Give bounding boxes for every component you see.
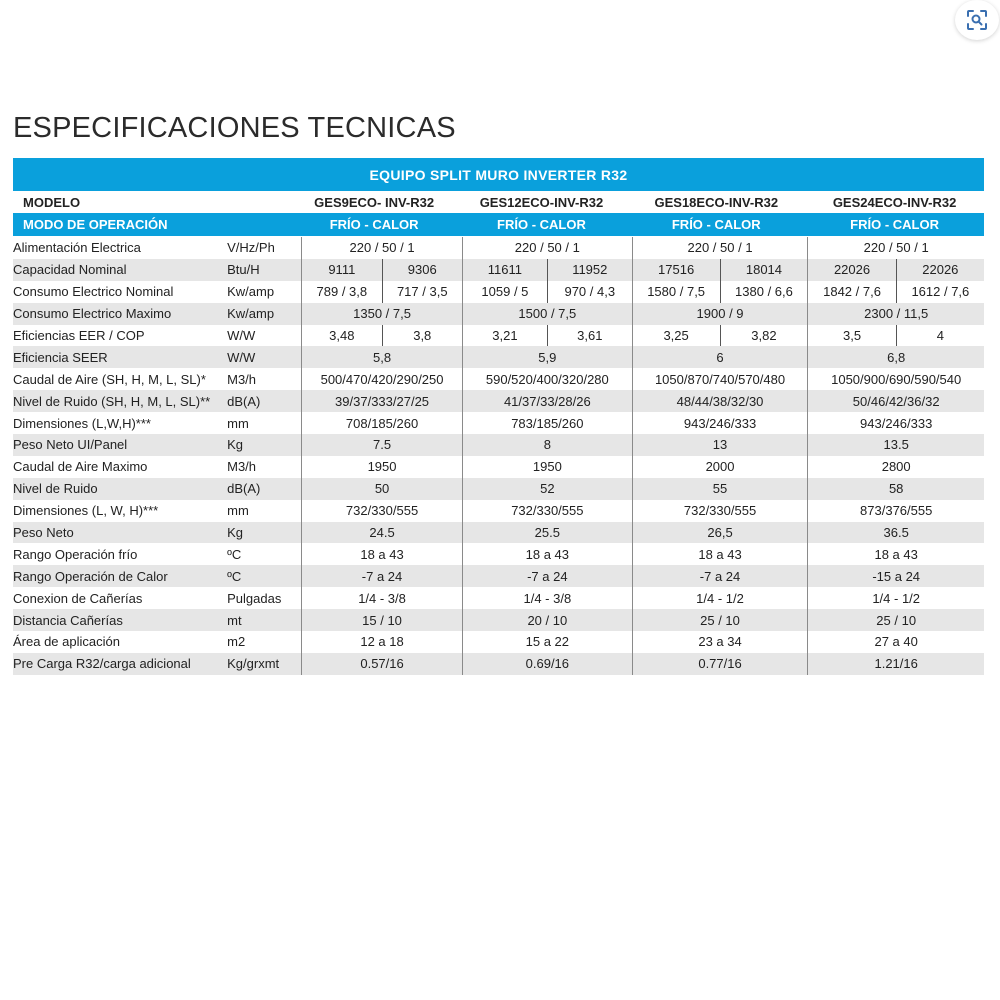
model-name: GES12ECO-INV-R32 [479,194,604,210]
value-cell: 0.77/16 [632,653,808,675]
value-cell: 27 a 40 [807,631,984,653]
row-unit: Btu/H [227,262,260,278]
value-subcell: 789 / 3,8 [316,284,368,300]
value-cell: 7.5 [301,434,462,456]
row-unit: M3/h [227,459,257,475]
value-cell: 8 [462,434,632,456]
value-cell: 52 [462,478,632,500]
table-row [13,609,984,631]
value-cell: 23 a 34 [632,631,808,653]
value-subcell: 22026 [896,259,984,281]
row-unit: Kg [227,525,244,541]
row-label: Pre Carga R32/carga adicional [13,656,191,672]
table-row [13,259,984,281]
value-subcell: 3,5 [842,328,862,343]
value-cell: 6 [632,346,808,368]
value-cell: 13.5 [807,434,984,456]
mode-value: FRÍO - CALOR [671,217,761,232]
table-row [13,346,984,368]
table-row [13,237,984,259]
value-cell: 943/246/333 [807,412,984,434]
value-cell [807,281,984,303]
model-header-row [13,191,984,213]
value-cell: 39/37/333/27/25 [301,390,462,412]
row-label: Eficiencia SEER [13,349,108,365]
value-cell: 1050/900/690/590/540 [807,368,984,390]
row-label: Peso Neto [13,525,74,541]
value-cell: 943/246/333 [632,412,808,434]
value-cell: 1/4 - 3/8 [462,587,632,609]
row-unit: Kw/amp [227,306,275,322]
value-subcell: 3,48 [329,328,355,343]
value-cell: 5,8 [301,346,462,368]
row-unit: ºC [227,546,242,562]
value-cell: 36.5 [807,522,984,544]
value-cell: 18 a 43 [632,543,808,565]
value-cell: 1900 / 9 [632,303,808,325]
value-cell: 15 / 10 [301,609,462,631]
table-row [13,565,984,587]
value-cell: 2300 / 11,5 [807,303,984,325]
lens-icon [965,8,989,32]
value-cell: 732/330/555 [462,500,632,522]
value-cell: 1950 [301,456,462,478]
value-subcell: 717 / 3,5 [382,281,462,303]
row-unit: mm [227,415,249,431]
value-cell: 873/376/555 [807,500,984,522]
value-cell: 220 / 50 / 1 [301,237,462,259]
value-cell: -7 a 24 [462,565,632,587]
row-unit: Kg/grxmt [227,656,280,672]
value-cell: 18 a 43 [301,543,462,565]
mode-label: MODO DE OPERACIÓN [23,217,168,232]
value-subcell: 1380 / 6,6 [720,281,808,303]
row-unit: mm [227,503,249,519]
table-banner: EQUIPO SPLIT MURO INVERTER R32 [13,158,984,191]
value-cell: 1/4 - 1/2 [807,587,984,609]
value-cell: 1350 / 7,5 [301,303,462,325]
value-cell: 220 / 50 / 1 [462,237,632,259]
value-cell: 590/520/400/320/280 [462,368,632,390]
value-cell: -7 a 24 [301,565,462,587]
mode-value: FRÍO - CALOR [850,217,939,232]
value-subcell: 3,25 [663,328,689,343]
value-cell [632,281,808,303]
value-subcell: 22026 [833,262,871,278]
value-subcell: 11611 [487,262,523,278]
value-cell: 0.69/16 [462,653,632,675]
value-cell: 55 [632,478,808,500]
value-cell [301,325,462,347]
value-cell [462,281,632,303]
value-cell [632,325,808,347]
value-cell: 732/330/555 [632,500,808,522]
value-cell: 26,5 [632,522,808,544]
value-cell: 15 a 22 [462,631,632,653]
mode-value: FRÍO - CALOR [329,217,419,232]
row-unit: W/W [227,328,256,343]
value-cell: 783/185/260 [462,412,632,434]
value-cell: 732/330/555 [301,500,462,522]
value-subcell: 3,82 [720,325,808,347]
value-subcell: 11952 [547,259,632,281]
value-cell: 2000 [632,456,808,478]
value-cell: 12 a 18 [301,631,462,653]
table-row [13,434,984,456]
row-label: Alimentación Electrica [13,240,141,256]
value-cell: 58 [807,478,984,500]
value-subcell: 1059 / 5 [481,284,529,300]
row-label: Caudal de Aire Maximo [13,459,148,475]
value-cell: 18 a 43 [807,543,984,565]
row-unit: V/Hz/Ph [227,240,275,256]
value-cell: 1/4 - 3/8 [301,587,462,609]
table-row [13,500,984,522]
value-cell: -15 a 24 [807,565,984,587]
table-row [13,390,984,412]
table-row [13,456,984,478]
row-label: Conexion de Cañerías [13,590,143,606]
value-cell: 0.57/16 [301,653,462,675]
value-cell: 50/46/42/36/32 [807,390,984,412]
model-name: GES9ECO- INV-R32 [314,194,435,210]
value-cell: 220 / 50 / 1 [632,237,808,259]
value-subcell: 3,61 [547,325,632,347]
spec-table-body [13,237,984,675]
image-search-button[interactable] [955,0,999,40]
value-subcell: 18014 [720,259,808,281]
value-cell: 1950 [462,456,632,478]
value-cell: 220 / 50 / 1 [807,237,984,259]
value-cell: 1/4 - 1/2 [632,587,808,609]
value-cell [462,325,632,347]
value-subcell: 1842 / 7,6 [823,284,881,300]
row-unit: Kg [227,437,244,453]
value-cell: 1050/870/740/570/480 [632,368,808,390]
page-title: ESPECIFICACIONES TECNICAS [13,112,456,144]
value-cell: 20 / 10 [462,609,632,631]
value-cell [632,259,808,281]
row-unit: dB(A) [227,481,261,497]
value-cell [301,281,462,303]
value-cell: 48/44/38/32/30 [632,390,808,412]
value-cell [807,325,984,347]
row-label: Dimensiones (L, W, H)*** [13,503,159,519]
row-label: Peso Neto UI/Panel [13,437,128,453]
value-cell: 25 / 10 [807,609,984,631]
table-row [13,522,984,544]
value-cell: 2800 [807,456,984,478]
value-cell: 13 [632,434,808,456]
value-subcell: 9111 [328,262,356,278]
value-subcell: 17516 [658,262,695,278]
table-row [13,412,984,434]
row-unit: ºC [227,568,242,584]
value-cell: 1500 / 7,5 [462,303,632,325]
value-subcell: 9306 [382,259,462,281]
row-label: Área de aplicación [13,634,120,650]
value-subcell: 970 / 4,3 [547,281,632,303]
value-cell [462,259,632,281]
model-name: GES18ECO-INV-R32 [654,194,779,210]
row-label: Consumo Electrico Nominal [13,284,174,300]
value-subcell: 1612 / 7,6 [896,281,984,303]
table-row [13,631,984,653]
value-cell: 708/185/260 [301,412,462,434]
row-label: Dimensiones (L,W,H)*** [13,415,151,431]
value-cell: 5,9 [462,346,632,368]
row-unit: mt [227,612,242,628]
row-unit: W/W [227,349,256,365]
value-cell: -7 a 24 [632,565,808,587]
value-subcell: 3,8 [382,325,462,347]
table-row [13,325,984,347]
row-label: Eficiencias EER / COP [13,328,145,343]
table-row [13,368,984,390]
row-label: Rango Operación de Calor [13,568,168,584]
row-unit: Kw/amp [227,284,275,300]
mode-value: FRÍO - CALOR [497,217,586,232]
row-label: Capacidad Nominal [13,262,127,278]
table-row [13,303,984,325]
value-cell: 24.5 [301,522,462,544]
value-cell: 41/37/33/28/26 [462,390,632,412]
table-row [13,653,984,675]
mode-header-row [13,213,984,236]
table-row [13,281,984,303]
row-label: Distancia Cañerías [13,612,123,628]
model-label: MODELO [23,194,81,210]
value-subcell: 1580 / 7,5 [647,284,706,300]
value-cell: 25 / 10 [632,609,808,631]
table-row [13,543,984,565]
value-cell: 6,8 [807,346,984,368]
row-unit: Pulgadas [227,590,282,606]
value-subcell: 4 [896,325,984,347]
value-cell [807,259,984,281]
row-label: Nivel de Ruido [13,481,98,497]
value-cell [301,259,462,281]
row-label: Nivel de Ruido (SH, H, M, L, SL)** [13,393,211,409]
row-label: Caudal de Aire (SH, H, M, L, SL)* [13,371,206,387]
value-cell: 500/470/420/290/250 [301,368,462,390]
value-cell: 25.5 [462,522,632,544]
row-unit: M3/h [227,371,257,387]
table-row [13,587,984,609]
model-name: GES24ECO-INV-R32 [832,194,957,210]
value-cell: 50 [301,478,462,500]
row-unit: dB(A) [227,393,261,409]
row-label: Rango Operación frío [13,546,138,562]
value-subcell: 3,21 [492,328,518,343]
row-unit: m2 [227,634,246,650]
value-cell: 1.21/16 [807,653,984,675]
row-label: Consumo Electrico Maximo [13,306,172,322]
table-row [13,478,984,500]
value-cell: 18 a 43 [462,543,632,565]
